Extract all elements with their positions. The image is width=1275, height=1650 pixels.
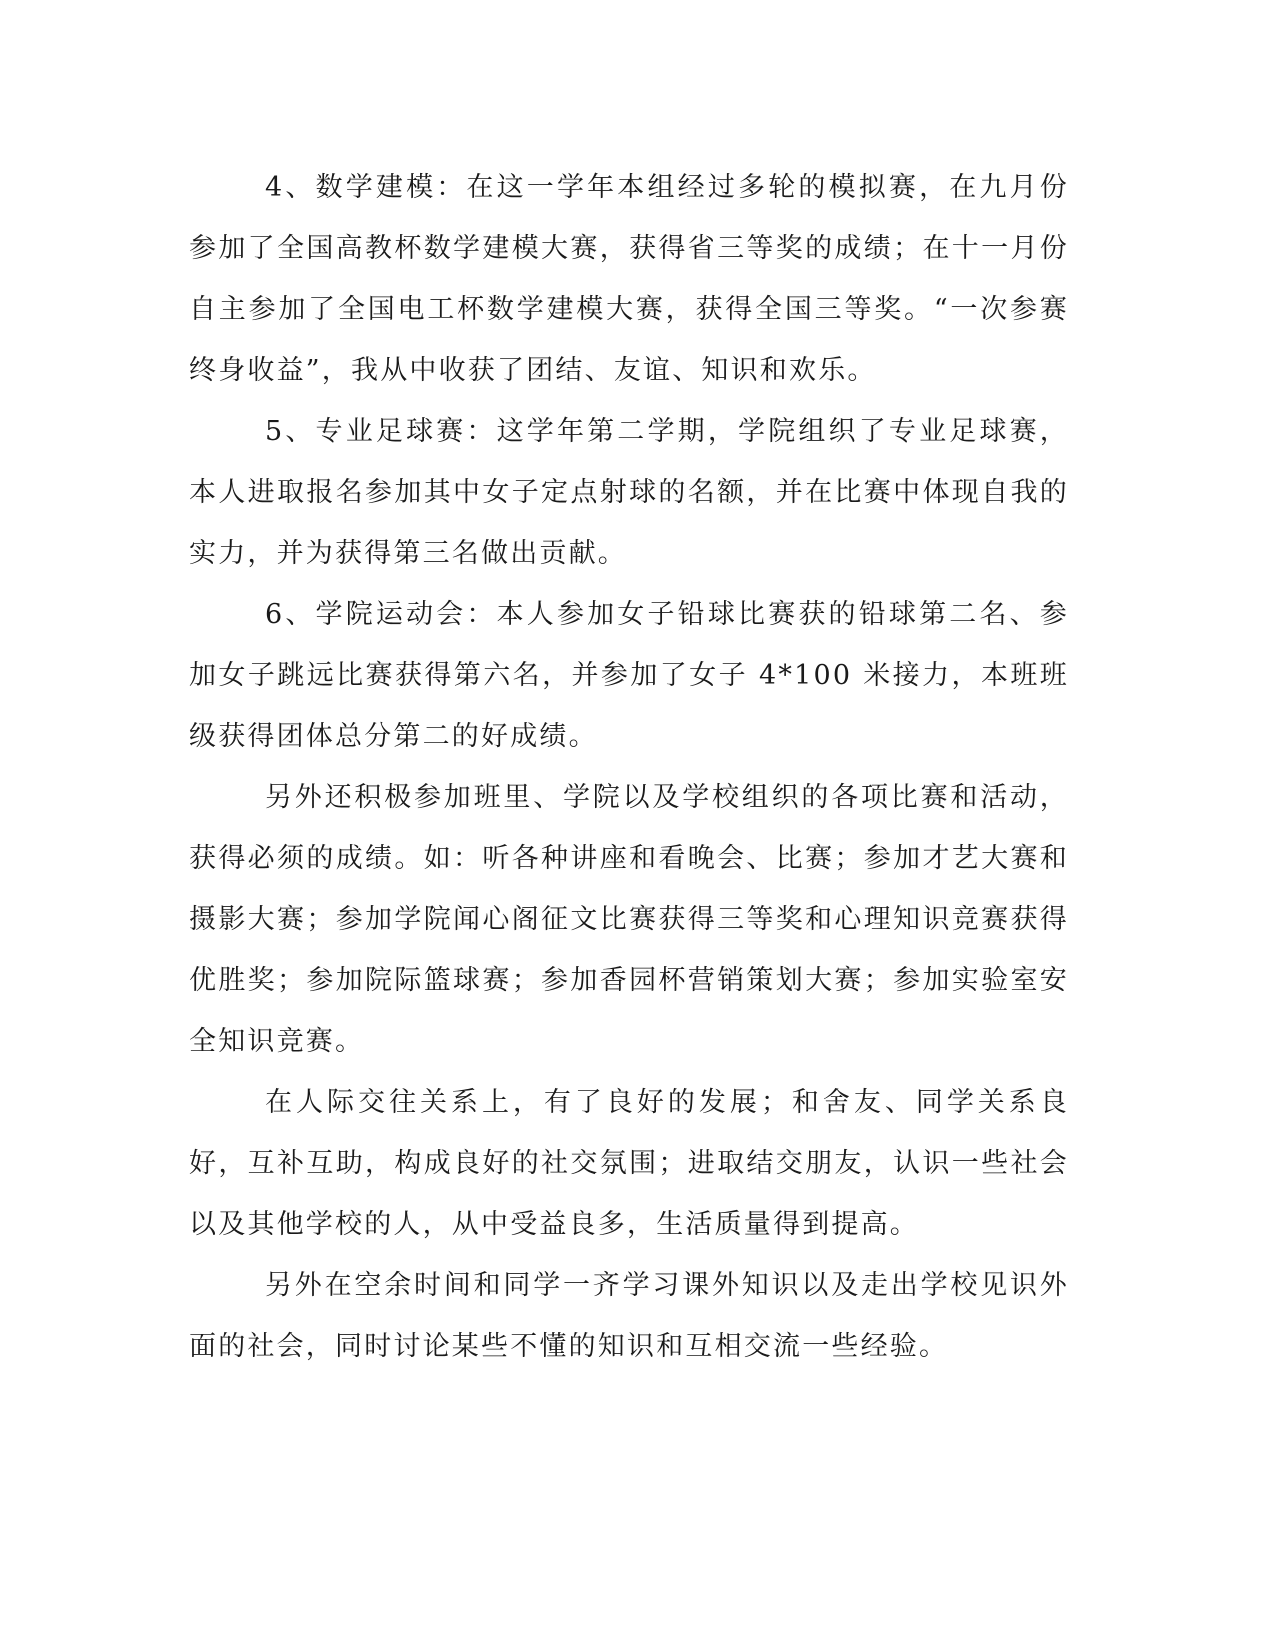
paragraph-relationships: 在人际交往关系上，有了良好的发展；和舍友、同学关系良好，互补互助，构成良好的社交氛围；进取结交朋友，认识一些社会以及其他学校的人，从中受益良多，生活质量得到提高。 [189, 1087, 1069, 1240]
paragraph-spare-time: 另外在空余时间和同学一齐学习课外知识以及走出学校见识外面的社会，同时讨论某些不懂的知识和互相交流一些经验。 [189, 1270, 1069, 1362]
paragraph-math-modeling: 4、数学建模：在这一学年本组经过多轮的模拟赛，在九月份参加了全国高教杯数学建模大赛，获得省三等奖的成绩；在十一月份自主参加了全国电工杯数学建模大赛，获得全国三等奖。“一次参赛终身收益”，我从中收获了团结、友谊、知识和欢乐。 [189, 172, 1069, 386]
paragraph-other-activities: 另外还积极参加班里、学院以及学校组织的各项比赛和活动，获得必须的成绩。如：听各种讲座和看晚会、比赛；参加才艺大赛和摄影大赛；参加学院闻心阁征文比赛获得三等奖和心理知识竞赛获得优胜奖；参加院际篮球赛；参加香园杯营销策划大赛；参加实验室安全知识竞赛。 [189, 782, 1069, 1057]
paragraph-football: 5、专业足球赛：这学年第二学期，学院组织了专业足球赛，本人进取报名参加其中女子定点射球的名额，并在比赛中体现自我的实力，并为获得第三名做出贡献。 [189, 416, 1069, 569]
paragraph-sports-meet: 6、学院运动会：本人参加女子铅球比赛获的铅球第二名、参加女子跳远比赛获得第六名，并参加了女子 4*100 米接力，本班班级获得团体总分第二的好成绩。 [189, 599, 1069, 752]
document-body [189, 157, 1069, 1377]
